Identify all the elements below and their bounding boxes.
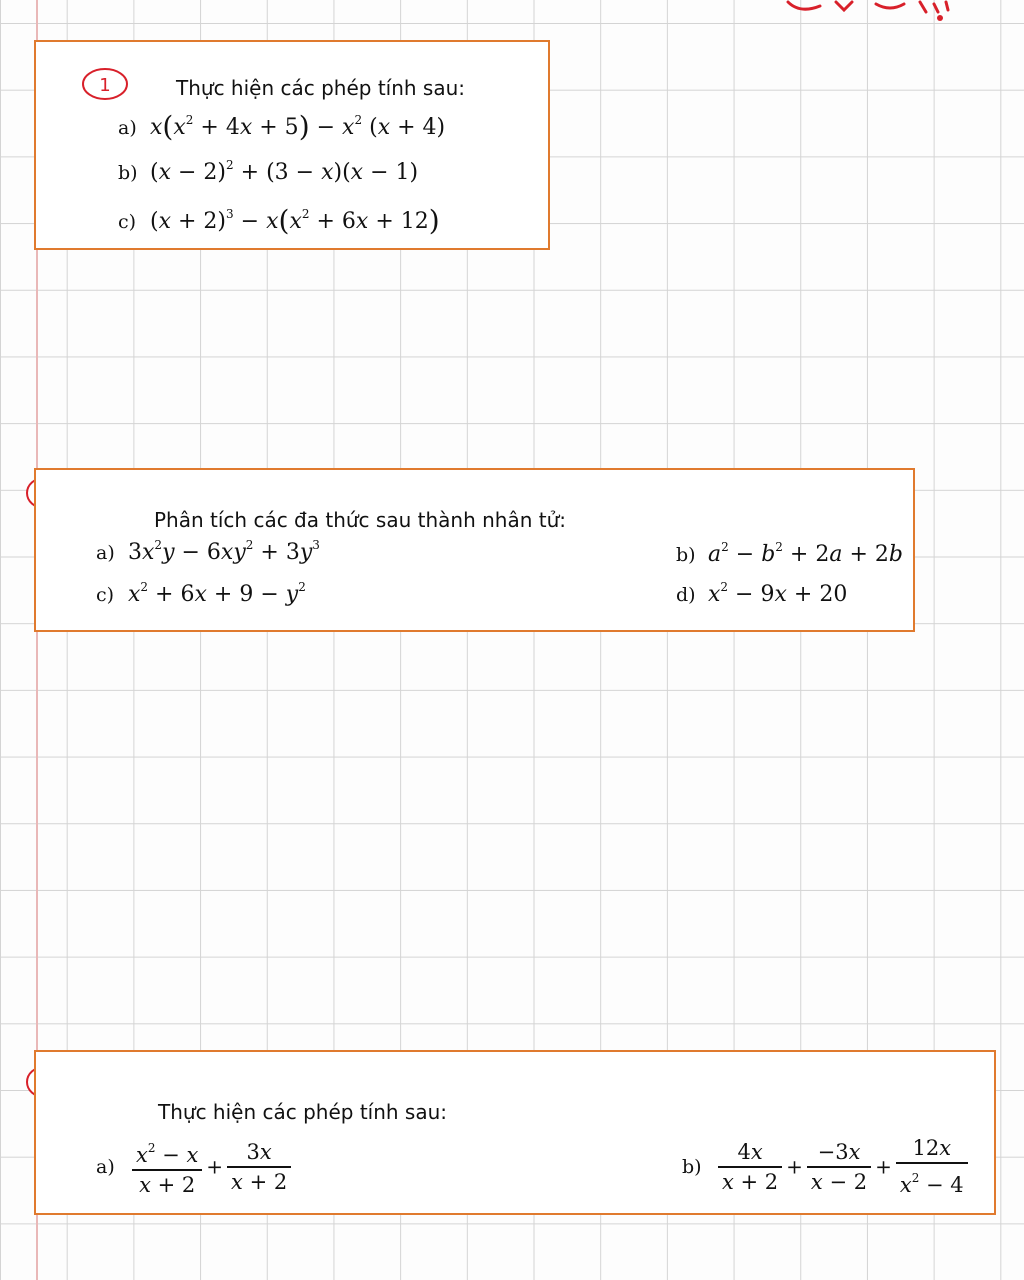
exercise-3a: a) $\frac{x^2 - x}{x + 2}$ + $\frac{3x}{x + 2}$ xyxy=(96,1134,295,1199)
exercise-3b: b) $\frac{4x}{x + 2}$ + $\frac{-3x}{x - 2}$ + $\frac{12x}{x^2 - 4}$ xyxy=(682,1134,972,1199)
problem-heading: Phân tích các đa thức sau thành nhân tử: xyxy=(154,508,567,532)
exercise-1c: c) $(x + 2)^3 - x(x^2 + 6x + 12)$ xyxy=(118,204,440,237)
problem-1-box xyxy=(34,40,550,250)
exercise-2c: c) $x^2 + 6x + 9 - y^2$ xyxy=(96,580,306,607)
exercise-2a: a) $3x^2y - 6xy^2 + 3y^3$ xyxy=(96,538,320,565)
problem-2-box xyxy=(34,468,915,632)
problem-number-circle xyxy=(80,66,130,102)
exercise-2d: d) $x^2 - 9x + 20$ xyxy=(676,580,848,607)
problem-heading: Thực hiện các phép tính sau: xyxy=(176,76,466,100)
red-ink-scribble xyxy=(780,0,980,26)
exercise-1a: a) $x(x^2 + 4x + 5) - x^2$ (x + 4) xyxy=(118,110,446,143)
problem-heading: Thực hiện các phép tính sau: xyxy=(158,1100,448,1124)
problem-3-box xyxy=(34,1050,996,1215)
problem-number: 1 xyxy=(99,75,111,96)
exercise-1b: b) $(x - 2)^2 + (3 - x)(x - 1)$ xyxy=(118,158,419,185)
exercise-2b: b) $a^2 - b^2 + 2a + 2b$ xyxy=(676,540,903,567)
